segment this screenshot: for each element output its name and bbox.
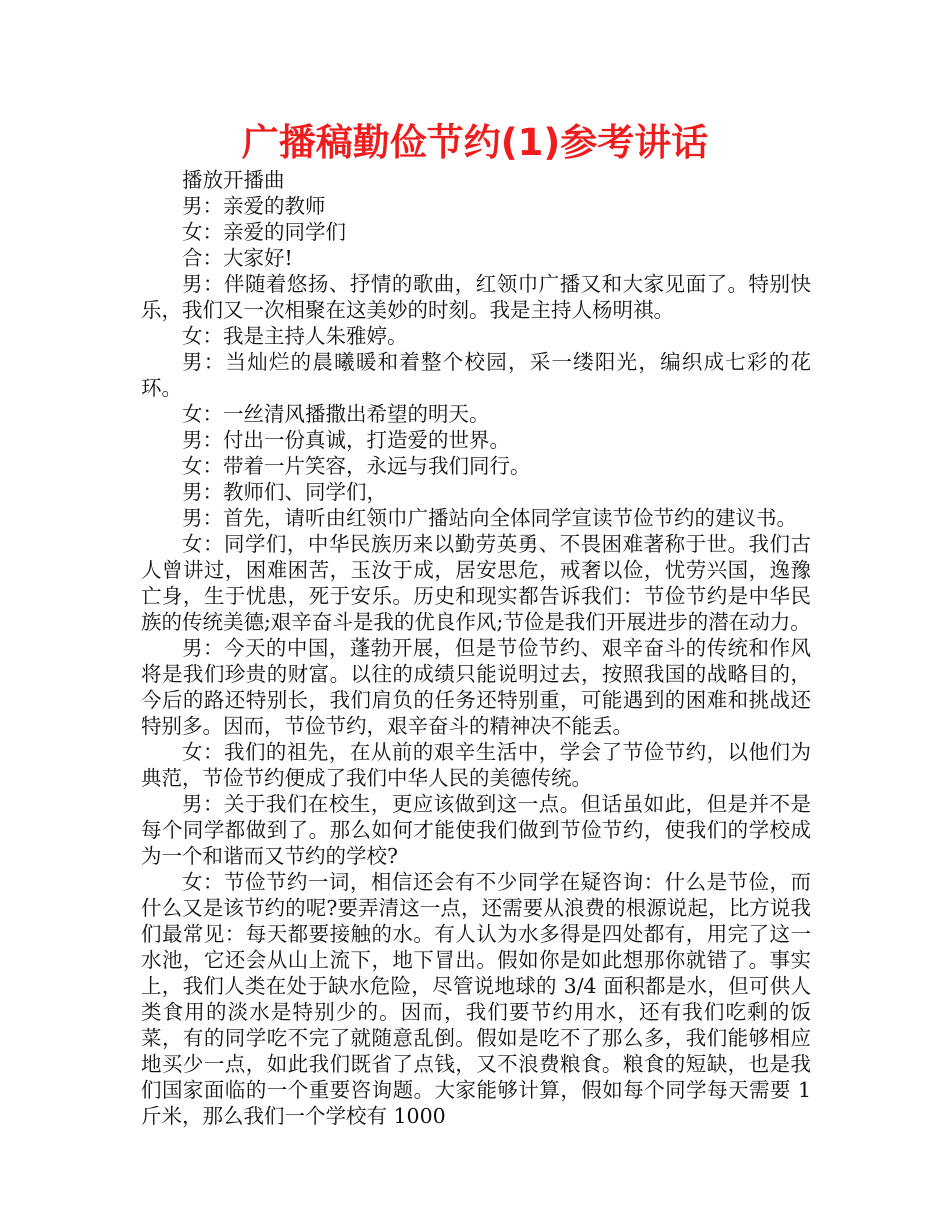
paragraph: 女：带着一片笑容，永远与我们同行。	[182, 454, 531, 478]
document-title: 广播稿勤俭节约(1)参考讲话	[241, 121, 709, 164]
paragraph: 女：一丝清风播撒出希望的明天。	[182, 402, 490, 426]
paragraph: 男：首先，请听由红领巾广播站向全体同学宣读节俭节约的建议书。	[182, 506, 797, 530]
paragraph: 女：我是主持人朱雅婷。	[182, 324, 408, 348]
paragraph: 女：节俭节约一词，相信还会有不少同学在疑咨询：什么是节俭，而什么又是该节约的呢?要弄清这一点，还需要从浪费的根源说起，比方说我们最常见：每天都要接触的水。有人认为水多得是四处都有，用完了这一水池，它还会从山上流下，地下冒出。假如你是如此想那你就错了。事实上，我们人类在处于缺水危险，尽管说地球的 3/4 面积都是水，但可供人类食用的淡水是特别少的。因而，我们要节约用水，还有我们吃剩的饭菜，有的同学吃不完了就随意乱倒。假如是吃不了那么多，我们能够相应地买少一点，如此我们既省了点钱，又不浪费粮食。粮食的短缺，也是我们国家面临的一个重要咨询题。大家能够计算，假如每个同学每天需要 1 斤米，那么我们一个学校有 1000	[141, 870, 811, 1128]
paragraph: 男：当灿烂的晨曦暖和着整个校园，采一缕阳光，编织成七彩的花环。	[141, 350, 811, 400]
paragraph: 男：教师们、同学们，	[182, 480, 387, 504]
paragraph: 女：同学们，中华民族历来以勤劳英勇、不畏困难著称于世。我们古人曾讲过，困难困苦，玉汝于成，居安思危，戒奢以俭，忧劳兴国，逸豫亡身，生于忧患，死于安乐。历史和现实都告诉我们：节俭节约是中华民族的传统美德;艰辛奋斗是我的优良作风;节俭是我们开展进步的潜在动力。	[141, 532, 811, 634]
paragraph: 男：关于我们在校生，更应该做到这一点。但话虽如此，但是并不是每个同学都做到了。那么如何才能使我们做到节俭节约，使我们的学校成为一个和谐而又节约的学校?	[141, 792, 811, 868]
paragraph: 男：付出一份真诚，打造爱的世界。	[182, 428, 510, 452]
paragraph: 播放开播曲	[182, 168, 285, 192]
document-body	[141, 167, 811, 1129]
paragraph: 女：我们的祖先，在从前的艰辛生活中，学会了节俭节约，以他们为典范，节俭节约便成了我们中华人民的美德传统。	[141, 740, 811, 790]
paragraph: 女：亲爱的同学们	[182, 220, 346, 244]
paragraph: 男：今天的中国，蓬勃开展，但是节俭节约、艰辛奋斗的传统和作风将是我们珍贵的财富。以往的成绩只能说明过去，按照我国的战略目的，今后的路还特别长，我们肩负的任务还特别重，可能遇到的困难和挑战还特别多。因而，节俭节约，艰辛奋斗的精神决不能丢。	[141, 636, 811, 738]
paragraph: 男：亲爱的教师	[182, 194, 326, 218]
paragraph: 男：伴随着悠扬、抒情的歌曲，红领巾广播又和大家见面了。特别快乐，我们又一次相聚在这美妙的时刻。我是主持人杨明祺。	[141, 272, 811, 322]
paragraph: 合：大家好!	[182, 246, 293, 270]
